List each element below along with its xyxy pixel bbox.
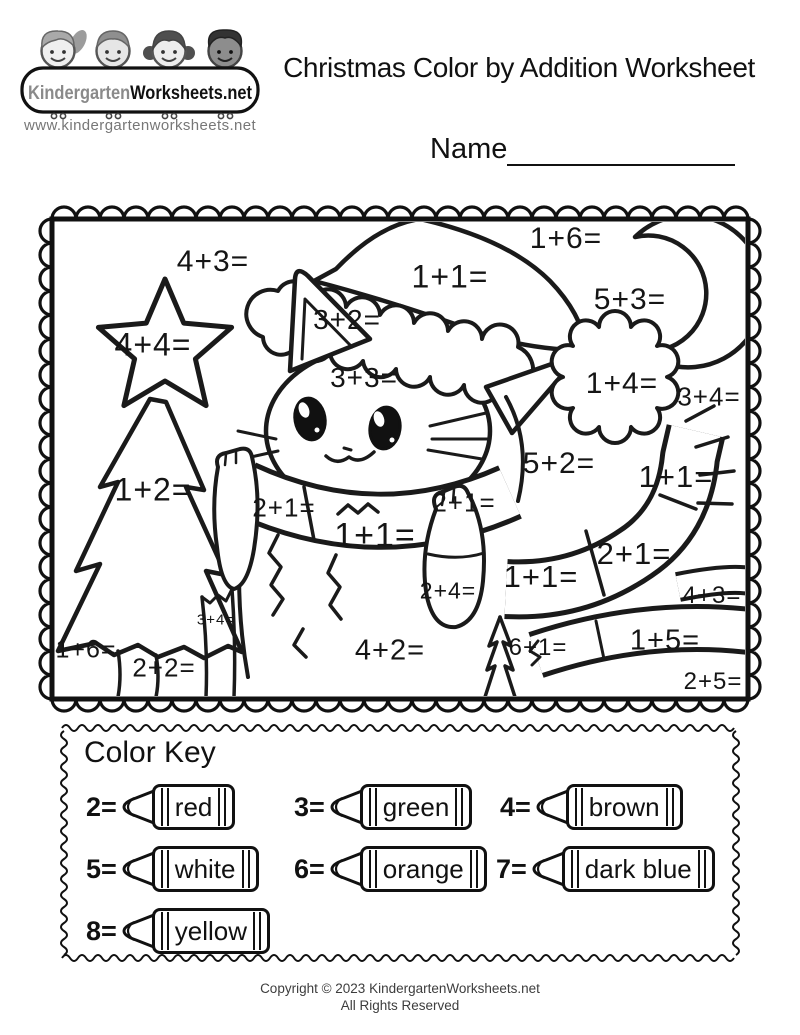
crayon-icon [119,907,270,955]
addition-problem: 1+1= [503,559,579,594]
site-logo [20,22,262,122]
name-row [430,133,735,166]
color-key-number: 6= [294,853,325,884]
addition-problem: 2+1= [252,492,316,523]
name-blank-line [507,136,735,166]
crayon-color-name: white [174,853,236,884]
addition-problem: 4+2= [354,634,426,667]
crayon-color-name: yellow [174,915,248,946]
color-key-entry [294,782,472,832]
addition-problem: 4+4= [114,326,192,363]
addition-problem: 2+5= [683,668,743,695]
color-key-entry [496,844,715,894]
color-key-entry [86,782,235,832]
rights-line: All Rights Reserved [340,998,460,1013]
color-key-entry [86,844,259,894]
color-key-entry [294,844,487,894]
addition-problem: 4+3= [176,245,250,278]
addition-problem: 3+4= [677,381,741,412]
crayon-icon [119,783,236,831]
color-key-entry [500,782,683,832]
color-key-number: 4= [500,791,531,822]
addition-problem: 2+1= [596,536,672,571]
addition-problem: 1+2= [114,471,192,508]
addition-problem: 1+1= [638,459,714,494]
color-key-number: 3= [294,791,325,822]
crayon-icon [533,783,683,831]
crayon-color-name: red [174,791,213,822]
logo-text: KindergartenWorksheets.net [28,83,262,104]
crayon-icon [327,783,473,831]
addition-problem: 1+6= [529,222,603,255]
crayon-color-name: green [382,791,450,822]
color-key-number: 8= [86,915,117,946]
color-key-number: 5= [86,853,117,884]
site-url: www.kindergartenworksheets.net [24,117,257,134]
color-key-entry [86,906,270,956]
name-label: Name [430,133,508,165]
addition-problem: 1+4= [585,367,659,400]
addition-problem: 1+5= [629,624,701,657]
addition-problem: 6+1= [508,634,568,661]
addition-problem: 2+1= [432,487,496,518]
color-key-number: 7= [496,853,527,884]
crayon-color-name: dark blue [584,853,692,884]
addition-problem: 3+3= [330,362,398,393]
addition-problem: 1+6= [55,635,117,664]
crayon-icon [119,845,259,893]
copyright-line: Copyright © 2023 KindergartenWorksheets.net [260,981,540,996]
page-title: Christmas Color by Addition Worksheet [283,52,755,83]
kids-logo-icon [20,22,262,122]
crayon-color-name: brown [588,791,660,822]
addition-problem: 2+4= [419,577,477,604]
color-key-title: Color Key [84,736,216,769]
addition-problem: 2+2= [132,652,196,683]
crayon-icon [529,845,715,893]
addition-problem: 1+1= [411,258,489,295]
crayon-color-name: orange [382,853,464,884]
addition-problem: 5+3= [593,283,667,316]
color-key-number: 2= [86,791,117,822]
crayon-icon [327,845,487,893]
footer [0,980,800,1014]
addition-problem: 4+3= [682,582,742,609]
addition-problem: 5+2= [522,447,596,480]
addition-problem: 1+1= [334,516,416,555]
addition-problem: 3+2= [313,304,381,335]
addition-problem: 3+4= [196,611,236,629]
